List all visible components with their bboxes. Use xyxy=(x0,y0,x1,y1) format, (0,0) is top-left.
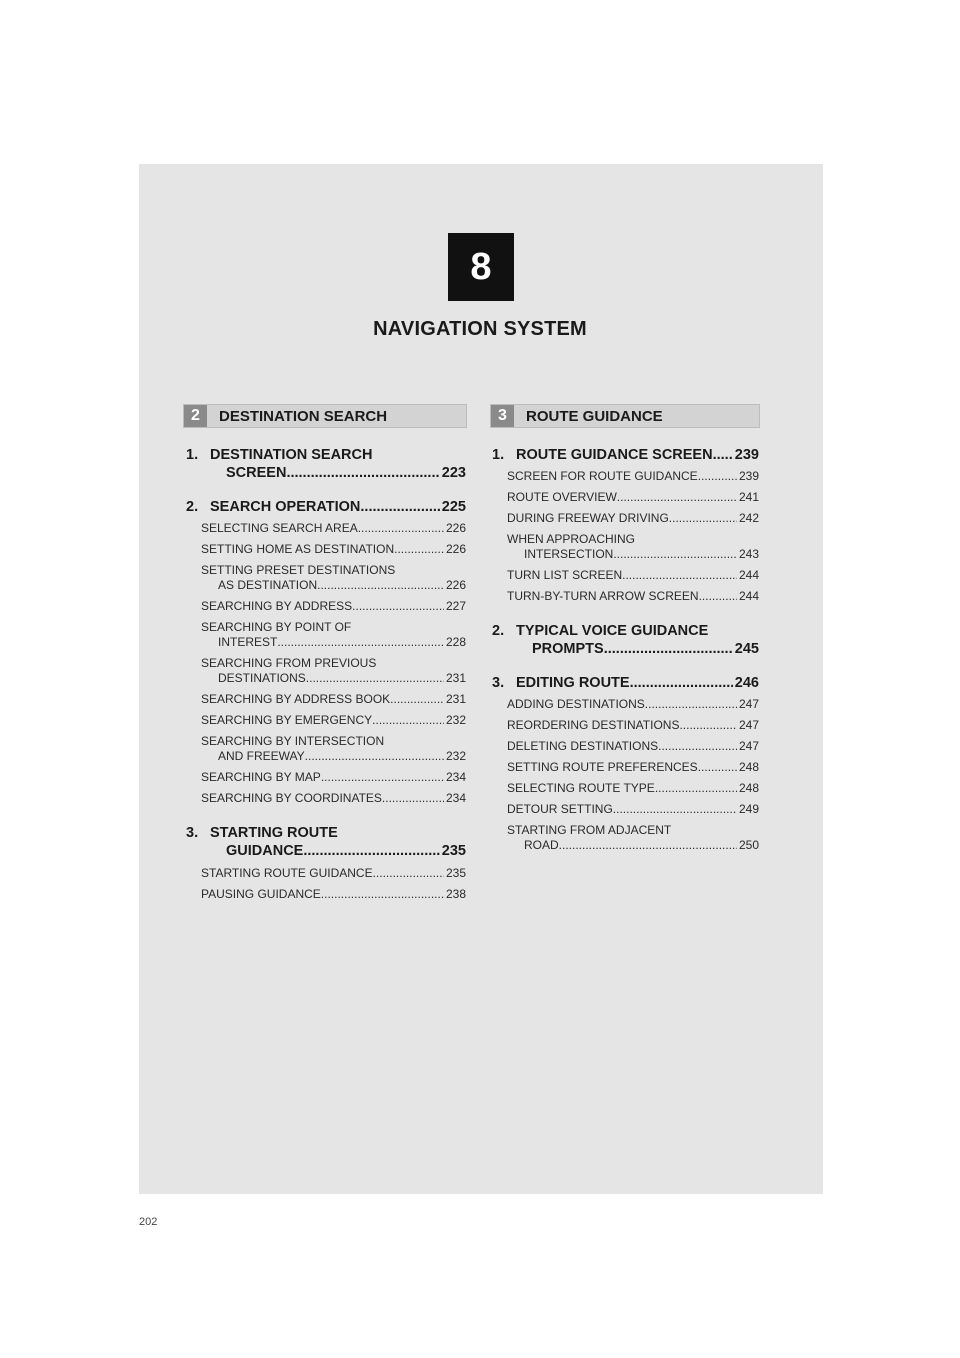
subentry-title-cont: INTERSECTION xyxy=(524,547,614,561)
toc-subentry[interactable] xyxy=(201,563,466,593)
subentry-title: SELECTING SEARCH AREA xyxy=(201,521,358,535)
subentry-page: 244 xyxy=(738,568,759,582)
subentry-page: 239 xyxy=(738,469,759,483)
toc-subentry[interactable] xyxy=(507,697,759,712)
subentry-page: 232 xyxy=(445,713,466,727)
subentry-title: SEARCHING BY EMERGENCY xyxy=(201,713,373,727)
entry-title: TYPICAL VOICE GUIDANCE xyxy=(516,623,709,639)
leader-dots xyxy=(655,781,737,796)
subentry-page: 234 xyxy=(445,791,466,805)
entry-page: 239 xyxy=(734,447,759,463)
leader-dots xyxy=(604,640,733,658)
leader-dots xyxy=(622,568,737,583)
subentry-page: 235 xyxy=(445,866,466,880)
subentry-page: 249 xyxy=(738,802,759,816)
subentry-page: 247 xyxy=(738,697,759,711)
leader-dots xyxy=(630,674,733,692)
subentry-page: 243 xyxy=(738,547,759,561)
toc-entry[interactable] xyxy=(186,446,466,482)
subentry-page: 247 xyxy=(738,718,759,732)
leader-dots xyxy=(645,697,737,712)
subentry-title: SEARCHING BY ADDRESS BOOK xyxy=(201,692,391,706)
leader-dots xyxy=(306,671,444,686)
subentry-title: SETTING PRESET DESTINATIONS xyxy=(201,563,396,577)
toc-subentry[interactable] xyxy=(507,739,759,754)
section-number: 2 xyxy=(184,405,207,427)
leader-dots xyxy=(669,511,737,526)
leader-dots xyxy=(713,446,733,464)
toc-subentry[interactable] xyxy=(201,542,466,557)
subentry-title: TURN LIST SCREEN xyxy=(507,568,623,582)
subentry-page: 247 xyxy=(738,739,759,753)
toc-subentry[interactable] xyxy=(201,887,466,902)
toc-entry[interactable] xyxy=(492,446,759,464)
subentry-title: SEARCHING BY ADDRESS xyxy=(201,599,353,613)
subentry-page: 227 xyxy=(445,599,466,613)
toc-subentry[interactable] xyxy=(201,692,466,707)
section-title: ROUTE GUIDANCE xyxy=(526,407,663,425)
toc-subentries xyxy=(507,697,759,853)
leader-dots xyxy=(698,469,737,484)
chapter-number-badge: 8 xyxy=(448,233,514,301)
toc-subentry[interactable] xyxy=(507,823,759,853)
subentry-title: PAUSING GUIDANCE xyxy=(201,887,321,901)
subentry-page: 242 xyxy=(738,511,759,525)
section-header-destination-search xyxy=(183,404,467,428)
toc-subentries xyxy=(507,469,759,604)
toc-subentry[interactable] xyxy=(507,469,759,484)
toc-subentry[interactable] xyxy=(507,718,759,733)
subentry-title: SEARCHING BY INTERSECTION xyxy=(201,734,385,748)
subentry-title-cont: AS DESTINATION xyxy=(218,578,318,592)
section-title: DESTINATION SEARCH xyxy=(219,407,388,425)
entry-title-cont: GUIDANCE xyxy=(226,843,304,859)
subentry-page: 232 xyxy=(445,749,466,763)
toc-subentry[interactable] xyxy=(201,791,466,806)
toc-subentry[interactable] xyxy=(507,760,759,775)
subentry-page: 234 xyxy=(445,770,466,784)
entry-title: ROUTE GUIDANCE SCREEN xyxy=(516,447,713,463)
subentry-title: SEARCHING BY MAP xyxy=(201,770,321,784)
toc-subentries xyxy=(201,866,466,902)
entry-page: 225 xyxy=(441,499,466,515)
toc-subentry[interactable] xyxy=(201,866,466,881)
toc-entry[interactable] xyxy=(492,674,759,692)
leader-dots xyxy=(382,791,444,806)
toc-subentry[interactable] xyxy=(507,802,759,817)
subentry-title: STARTING FROM ADJACENT xyxy=(507,823,672,837)
entry-number: 3. xyxy=(492,675,505,691)
toc-subentry[interactable] xyxy=(201,734,466,764)
leader-dots xyxy=(372,713,444,728)
leader-dots xyxy=(679,718,737,733)
leader-dots xyxy=(658,739,737,754)
entry-page: 246 xyxy=(734,675,759,691)
subentry-title: DELETING DESTINATIONS xyxy=(507,739,659,753)
subentry-title: SETTING HOME AS DESTINATION xyxy=(201,542,395,556)
subentry-page: 226 xyxy=(445,578,466,592)
toc-subentry[interactable] xyxy=(507,781,759,796)
toc-entry[interactable] xyxy=(492,622,759,658)
subentry-page: 226 xyxy=(445,521,466,535)
entry-title: EDITING ROUTE xyxy=(516,675,630,691)
leader-dots xyxy=(617,490,737,505)
subentry-title: SEARCHING BY COORDINATES xyxy=(201,791,382,805)
entry-title-cont: PROMPTS xyxy=(532,641,604,657)
subentry-title: REORDERING DESTINATIONS xyxy=(507,718,680,732)
leader-dots xyxy=(699,589,737,604)
entry-title: SEARCH OPERATION xyxy=(210,499,361,515)
entry-page: 235 xyxy=(441,843,466,859)
subentry-title: ROUTE OVERVIEW xyxy=(507,490,617,504)
section-header-route-guidance xyxy=(490,404,760,428)
toc-subentry[interactable] xyxy=(507,589,759,604)
leader-dots xyxy=(358,521,444,536)
toc-subentries xyxy=(201,521,466,806)
leader-dots xyxy=(317,578,444,593)
leader-dots xyxy=(698,760,737,775)
subentry-title: WHEN APPROACHING xyxy=(507,532,636,546)
subentry-title: SEARCHING FROM PREVIOUS xyxy=(201,656,377,670)
subentry-page: 248 xyxy=(738,760,759,774)
subentry-page: 238 xyxy=(445,887,466,901)
entry-title: DESTINATION SEARCH xyxy=(210,447,373,463)
entry-number: 1. xyxy=(492,447,505,463)
entry-title: STARTING ROUTE xyxy=(210,825,338,841)
subentry-title: SCREEN FOR ROUTE GUIDANCE xyxy=(507,469,698,483)
subentry-page: 244 xyxy=(738,589,759,603)
entry-page: 223 xyxy=(441,465,466,481)
chapter-title: NAVIGATION SYSTEM xyxy=(373,318,587,340)
toc-subentry[interactable] xyxy=(507,568,759,583)
subentry-title-cont: AND FREEWAY xyxy=(218,749,305,763)
leader-dots xyxy=(394,542,444,557)
subentry-page: 231 xyxy=(445,671,466,685)
toc-column-left xyxy=(186,446,466,902)
toc-subentry[interactable] xyxy=(201,599,466,614)
leader-dots xyxy=(321,770,444,785)
leader-dots xyxy=(613,802,737,817)
subentry-title: SETTING ROUTE PREFERENCES xyxy=(507,760,698,774)
subentry-title: STARTING ROUTE GUIDANCE xyxy=(201,866,373,880)
entry-title-cont: SCREEN xyxy=(226,465,287,481)
leader-dots xyxy=(390,692,444,707)
leader-dots xyxy=(373,866,444,881)
entry-number: 2. xyxy=(492,623,505,639)
subentry-page: 231 xyxy=(445,692,466,706)
entry-page: 245 xyxy=(734,641,759,657)
entry-number: 1. xyxy=(186,447,199,463)
subentry-page: 228 xyxy=(445,635,466,649)
subentry-page: 241 xyxy=(738,490,759,504)
subentry-title: DURING FREEWAY DRIVING xyxy=(507,511,669,525)
leader-dots xyxy=(360,498,439,516)
toc-subentry[interactable] xyxy=(507,490,759,505)
leader-dots xyxy=(277,635,444,650)
subentry-title: SELECTING ROUTE TYPE xyxy=(507,781,655,795)
entry-number: 2. xyxy=(186,499,199,515)
subentry-title: ADDING DESTINATIONS xyxy=(507,697,645,711)
toc-entry[interactable] xyxy=(186,824,466,860)
leader-dots xyxy=(559,838,737,853)
subentry-title: SEARCHING BY POINT OF xyxy=(201,620,352,634)
toc-subentry[interactable] xyxy=(201,713,466,728)
leader-dots xyxy=(305,749,444,764)
subentry-title: TURN-BY-TURN ARROW SCREEN xyxy=(507,589,699,603)
subentry-title-cont: INTEREST xyxy=(218,635,278,649)
subentry-title-cont: ROAD xyxy=(524,838,559,852)
subentry-page: 248 xyxy=(738,781,759,795)
toc-subentry[interactable] xyxy=(507,532,759,562)
subentry-page: 226 xyxy=(445,542,466,556)
leader-dots xyxy=(352,599,444,614)
subentry-title-cont: DESTINATIONS xyxy=(218,671,306,685)
toc-subentry[interactable] xyxy=(201,656,466,686)
toc-subentry[interactable] xyxy=(201,770,466,785)
leader-dots xyxy=(321,887,444,902)
toc-subentry[interactable] xyxy=(201,521,466,536)
toc-subentry[interactable] xyxy=(201,620,466,650)
toc-subentry[interactable] xyxy=(507,511,759,526)
subentry-title: DETOUR SETTING xyxy=(507,802,613,816)
entry-number: 3. xyxy=(186,825,199,841)
subentry-page: 250 xyxy=(738,838,759,852)
toc-entry[interactable] xyxy=(186,498,466,516)
section-number: 3 xyxy=(491,405,514,427)
leader-dots xyxy=(613,547,737,562)
page-number: 202 xyxy=(139,1216,158,1228)
leader-dots xyxy=(286,464,439,482)
toc-column-right xyxy=(492,446,759,853)
leader-dots xyxy=(303,842,439,860)
